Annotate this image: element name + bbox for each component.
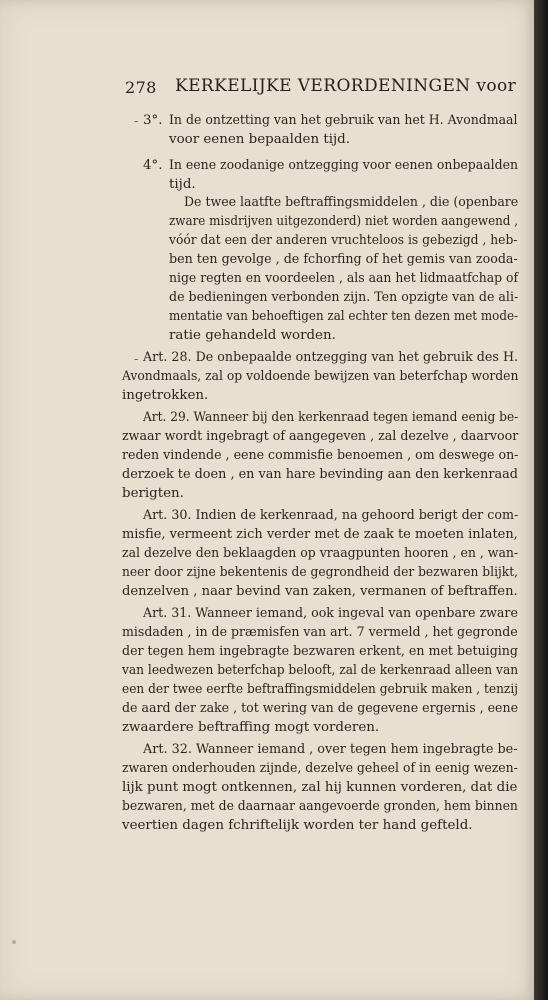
article-line: misdaden , in de præmisfen van art. 7 vermeld , het gegronde <box>122 625 518 640</box>
article-line: de aard der zake , tot wering van de gegevene ergernis , eene <box>122 701 519 716</box>
article-line: zwaar wordt ingebragt of aangegeven , zal dezelve , daarvoor <box>122 429 519 444</box>
text-line: mentatie van behoeftigen zal echter ten dezen met mode- <box>169 309 519 324</box>
article-line: van leedwezen beterfchap belooft, zal de kerkenraad alleen van <box>122 663 519 678</box>
article-line: Art. 29. Wanneer bij den kerkenraad tegen iemand eenig be- <box>143 410 519 425</box>
article-line: Art. 31. Wanneer iemand, ook ingeval van openbare zware <box>143 606 518 621</box>
article-line: zwaren onderhouden zijnde, dezelve geheel of in eenig wezen- <box>122 761 518 776</box>
article-line: misfie, vermeent zich verder met de zaak te moeten inlaten, <box>122 527 518 542</box>
article-line: neer door zijne bekentenis de gegrondheid der bezwaren blijkt, <box>122 565 519 580</box>
article-line: een der twee eerfte beftraffingsmiddelen gebruik maken , tenzij <box>122 682 518 697</box>
text-line: ben ten gevolge , de fchorfing of het gemis van zooda- <box>169 252 518 267</box>
text-line: de bedieningen verbonden zijn. Ten opzigte van de ali- <box>169 290 519 305</box>
article-line: Art. 32. Wanneer iemand , over tegen hem ingebragte be- <box>143 742 518 757</box>
text-line: De twee laatfte beftraffingsmiddelen , die (openbare <box>184 195 519 210</box>
article-line: zal dezelve den beklaagden op vraagpunten hooren , en , wan- <box>122 546 519 561</box>
text-line: tijd. <box>169 177 196 192</box>
page-edge-shadow <box>534 0 548 1000</box>
article-line: lijk punt mogt ontkennen, zal hij kunnen vorderen, dat die <box>122 780 518 795</box>
article-line: Art. 30. Indien de kerkenraad, na gehoord berigt der com- <box>143 508 519 523</box>
article-line: Art. 28. De onbepaalde ontzegging van het gebruik des H. <box>143 350 519 365</box>
article-line: Avondmaals, zal op voldoende bewijzen van beterfchap worden <box>122 369 519 384</box>
article-line: denzelven , naar bevind van zaken, vermanen of beftraffen. <box>122 584 518 599</box>
article-line: der tegen hem ingebragte bezwaren erkent, en met betuiging <box>122 644 518 659</box>
binding-hole <box>12 940 16 944</box>
item-number: 4°. <box>143 158 163 173</box>
article-line: veertien dagen fchriftelijk worden ter hand gefteld. <box>122 818 473 833</box>
text-line: In eene zoodanige ontzegging voor eenen onbepaalden <box>169 158 519 173</box>
running-header <box>125 74 517 104</box>
text-line: vóór dat een der anderen vruchteloos is gebezigd , heb- <box>169 233 518 248</box>
text-line: In de ontzetting van het gebruik van het H. Avondmaal <box>169 113 518 128</box>
article-line: reden vindende , eene commisfie benoemen , om deswege on- <box>122 448 519 463</box>
text-line: zware misdrijven uitgezonderd) niet worden aangewend , <box>169 214 519 229</box>
article-line: berigten. <box>122 486 184 501</box>
article-line: ingetrokken. <box>122 388 209 403</box>
text-line: ratie gehandeld worden. <box>169 328 336 343</box>
article-line: bezwaren, met de daarnaar aangevoerde gronden, hem binnen <box>122 799 518 814</box>
text-line: nige regten en voordeelen , als aan het lidmaatfchap of <box>169 271 519 286</box>
text-line: voor eenen bepaalden tijd. <box>169 132 350 147</box>
margin-mark: - <box>134 114 139 129</box>
running-title: KERKELIJKE VERORDENINGEN voor <box>175 76 517 96</box>
item-number: 3°. <box>143 113 163 128</box>
article-line: derzoek te doen , en van hare bevinding aan den kerkenraad <box>122 467 519 482</box>
margin-mark: - <box>134 352 139 367</box>
page-number: 278 <box>125 78 157 97</box>
article-line: zwaardere beftraffing mogt vorderen. <box>122 720 380 735</box>
